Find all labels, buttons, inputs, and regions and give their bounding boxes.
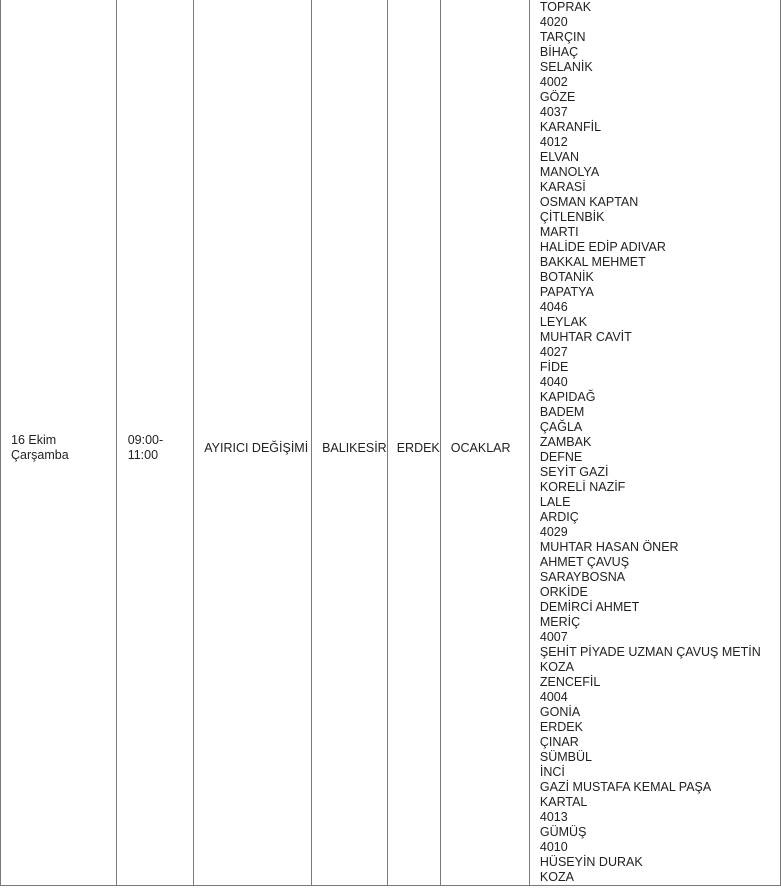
street-item: MARTI — [539, 225, 579, 239]
streets-cell — [529, 0, 780, 886]
street-item: 4029 — [539, 525, 568, 539]
street-item: 4013 — [539, 810, 568, 824]
table-row — [1, 0, 781, 886]
time-start: 09:00- — [127, 433, 164, 447]
street-item: DEFNE — [539, 450, 583, 464]
street-item: MUHTAR HASAN ÖNER — [539, 540, 679, 554]
street-item: HALİDE EDİP ADIVAR — [539, 240, 666, 254]
street-item: KARASİ — [539, 180, 586, 194]
street-item: 4007 — [539, 630, 568, 644]
time-end: 11:00 — [127, 448, 159, 462]
street-item: GONİA — [539, 705, 581, 719]
street-item: 4040 — [539, 375, 568, 389]
street-item: BOTANİK — [539, 270, 594, 284]
street-item: LALE — [539, 495, 571, 509]
time-cell — [116, 0, 194, 886]
street-item: 4012 — [539, 135, 568, 149]
street-item: 4002 — [539, 75, 568, 89]
city: BALIKESİR — [322, 440, 387, 455]
street-item: KORELİ NAZİF — [539, 480, 626, 494]
street-item: ÇINAR — [539, 735, 579, 749]
street-item: ÇİTLENBİK — [539, 210, 605, 224]
street-item: GÜMÜŞ — [539, 825, 587, 839]
street-item: FİDE — [539, 360, 569, 374]
neighborhood-cell — [440, 0, 529, 886]
street-list — [530, 0, 780, 885]
street-item: 4037 — [539, 105, 568, 119]
street-item: GÖZE — [539, 90, 576, 104]
district: ERDEK — [396, 440, 440, 455]
street-item: OSMAN KAPTAN — [539, 195, 639, 209]
street-item: MUHTAR CAVİT — [539, 330, 632, 344]
street-item: 4027 — [539, 345, 568, 359]
street-item: ZAMBAK — [539, 435, 592, 449]
street-item: MANOLYA — [539, 165, 600, 179]
street-item: TARÇIN — [539, 30, 586, 44]
street-item: MERİÇ — [539, 615, 581, 629]
street-item: ARDIÇ — [539, 510, 579, 524]
district-cell — [387, 0, 440, 886]
neighborhood: OCAKLAR — [450, 440, 511, 455]
street-item: 4004 — [539, 690, 568, 704]
street-item: SELANİK — [539, 60, 593, 74]
street-item: 4010 — [539, 840, 568, 854]
street-item: HÜSEYİN DURAK — [539, 855, 643, 869]
street-item: ŞEHİT PİYADE UZMAN ÇAVUŞ METİN — [539, 645, 761, 659]
street-item: İNCİ — [539, 765, 565, 779]
street-item: BAKKAL MEHMET — [539, 255, 646, 269]
date-weekday: Çarşamba — [11, 448, 69, 462]
street-item: SARAYBOSNA — [539, 570, 626, 584]
street-item: KARTAL — [539, 795, 588, 809]
city-cell — [312, 0, 388, 886]
work-type-cell — [194, 0, 312, 886]
street-item: ORKİDE — [539, 585, 588, 599]
street-item: SEYİT GAZİ — [539, 465, 609, 479]
street-item: ERDEK — [539, 720, 583, 734]
street-item: ZENCEFİL — [539, 675, 601, 689]
street-item: TOPRAK — [539, 0, 592, 14]
street-item: KAPIDAĞ — [539, 390, 596, 404]
street-item: DEMİRCİ AHMET — [539, 600, 640, 614]
street-item: 4020 — [539, 15, 568, 29]
date-cell — [1, 0, 117, 886]
street-item: AHMET ÇAVUŞ — [539, 555, 630, 569]
street-item: ELVAN — [539, 150, 580, 164]
street-item: GAZİ MUSTAFA KEMAL PAŞA — [539, 780, 712, 794]
street-item: BİHAÇ — [539, 45, 579, 59]
street-item: KARANFİL — [539, 120, 602, 134]
work-type: AYIRICI DEĞİŞİMİ — [204, 440, 309, 455]
date-day: 16 Ekim — [11, 433, 57, 447]
street-item: 4046 — [539, 300, 568, 314]
street-item: KOZA — [539, 870, 574, 884]
street-item: PAPATYA — [539, 285, 594, 299]
street-item: SÜMBÜL — [539, 750, 592, 764]
street-item: KOZA — [539, 660, 574, 674]
street-item: LEYLAK — [539, 315, 588, 329]
street-item: BADEM — [539, 405, 585, 419]
street-item: ÇAĞLA — [539, 420, 583, 434]
